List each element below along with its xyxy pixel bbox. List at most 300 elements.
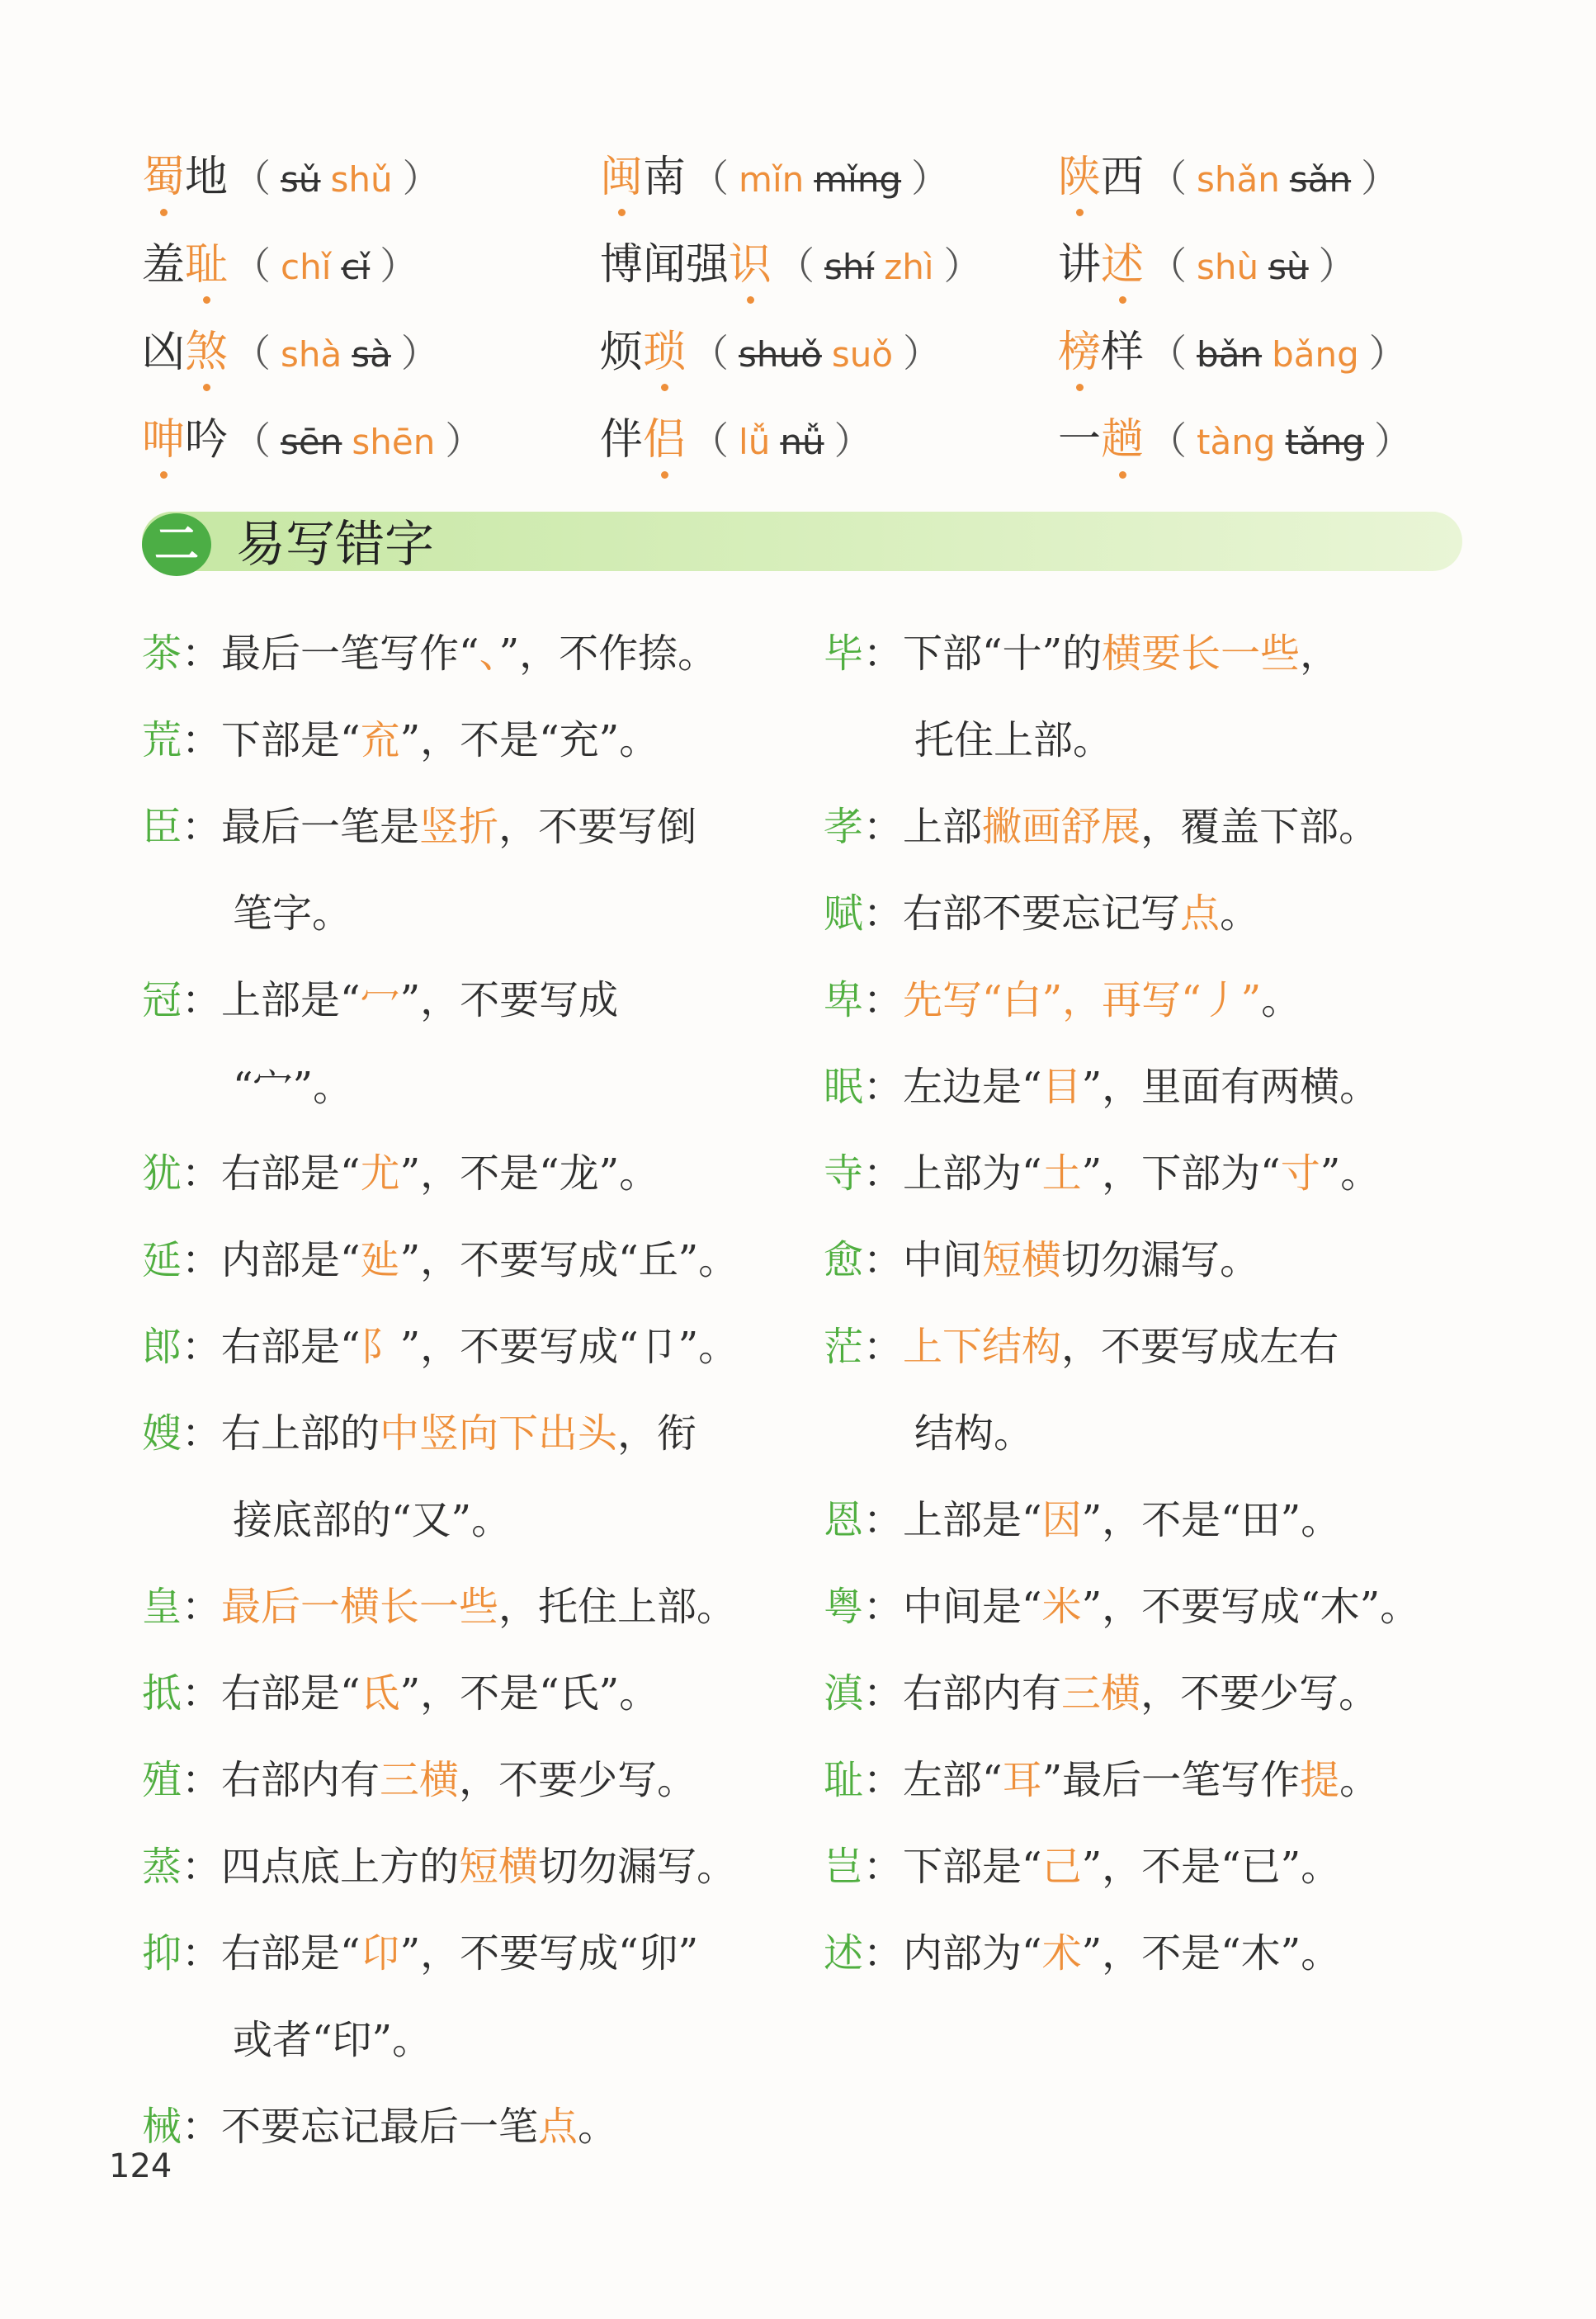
- entry-text: 上部为“: [903, 1150, 1042, 1197]
- pinyin-item: [142, 411, 488, 471]
- entry-head-char: 滇: [824, 1670, 864, 1717]
- entry-text: ”，不要写成“卯”: [399, 1930, 699, 1977]
- entry-line: [142, 1651, 794, 1737]
- entry-colon: ：: [182, 1150, 222, 1197]
- entry-text: 上部是“: [903, 1497, 1042, 1543]
- close-paren: ）: [903, 331, 942, 375]
- marked-char: 蜀: [142, 149, 185, 206]
- entry-colon: ：: [863, 1324, 904, 1370]
- entry-text: 阝: [360, 1324, 400, 1370]
- entry-line: [824, 1131, 1484, 1217]
- open-paren: （: [233, 331, 272, 375]
- correct-pinyin: lǚ: [739, 422, 771, 462]
- char-entry: [824, 1131, 1484, 1217]
- entry-colon: ：: [182, 717, 222, 763]
- entry-text: 中间是“: [903, 1584, 1042, 1630]
- char-entry: [824, 611, 1484, 784]
- entry-head-char: 愈: [824, 1237, 864, 1283]
- entry-head-char: 恩: [824, 1497, 864, 1543]
- entry-head-char: 岂: [824, 1844, 864, 1890]
- entry-colon: ：: [863, 1497, 904, 1543]
- entry-line: [142, 1737, 794, 1824]
- wrong-pinyin: mǐng: [814, 159, 902, 200]
- entry-text: 中间: [903, 1237, 983, 1283]
- word-char: 凶: [142, 328, 186, 377]
- entry-text: 右上部的: [221, 1410, 380, 1457]
- pinyin-correction-grid: [142, 149, 1479, 498]
- entry-text: ”，不是“田”。: [1081, 1497, 1341, 1543]
- entry-text: 下部是“: [903, 1844, 1042, 1890]
- open-paren: （: [1149, 418, 1188, 463]
- entry-colon: ：: [863, 1670, 904, 1717]
- correct-pinyin: shà: [281, 334, 342, 375]
- marked-char: 侣: [643, 411, 686, 469]
- entry-text: 下部“十”的: [903, 631, 1103, 677]
- entry-colon: ：: [182, 1670, 222, 1717]
- open-paren: （: [1149, 243, 1188, 288]
- entry-text: 㢟: [360, 1237, 400, 1283]
- word-char: 伴: [600, 415, 644, 465]
- entry-head-char: 茶: [142, 631, 182, 677]
- entry-head-char: 述: [824, 1930, 864, 1977]
- entry-line: [824, 1044, 1484, 1131]
- pinyin-item: [600, 236, 987, 296]
- entry-colon: ：: [182, 2104, 222, 2150]
- char-entry: [142, 1737, 794, 1824]
- pinyin-row: [142, 236, 1479, 324]
- entry-colon: ：: [863, 1237, 904, 1283]
- entry-text: 托住上部。: [914, 717, 1113, 763]
- entry-colon: ：: [182, 977, 222, 1023]
- entry-line: [142, 957, 794, 1044]
- entry-text: 米: [1041, 1584, 1082, 1630]
- entry-text: 上下结构: [903, 1324, 1062, 1370]
- entry-head-char: 殖: [142, 1757, 182, 1803]
- close-paren: ）: [1368, 331, 1407, 375]
- entry-text: ”，不作捺。: [498, 631, 718, 677]
- close-paren: ）: [1374, 418, 1412, 463]
- entry-colon: ：: [182, 1844, 222, 1890]
- marked-char: 耻: [185, 236, 228, 294]
- entry-text: ”，不是“充”。: [399, 717, 659, 763]
- entry-colon: ：: [863, 1064, 904, 1110]
- wrong-pinyin: nǚ: [780, 422, 824, 462]
- open-paren: （: [1149, 331, 1188, 375]
- pinyin-item: [1058, 149, 1404, 209]
- entry-head-char: 械: [142, 2104, 182, 2150]
- wrong-pinyin: shuǒ: [739, 334, 822, 375]
- word-char: 吟: [185, 415, 229, 465]
- entry-colon: ：: [863, 890, 904, 937]
- entry-text: ，衔: [617, 1410, 697, 1457]
- entry-head-char: 犹: [142, 1150, 182, 1197]
- entry-text: 短横: [982, 1237, 1062, 1283]
- entry-text: 最后一笔写作“: [221, 631, 479, 677]
- entry-text: 中竖向下出头: [380, 1410, 618, 1457]
- pinyin-item: [142, 324, 444, 384]
- entry-head-char: 寺: [824, 1150, 864, 1197]
- entry-text: 最后一横长一些: [221, 1584, 499, 1630]
- entry-colon: ：: [863, 1757, 904, 1803]
- entry-line: [142, 2084, 794, 2170]
- correct-pinyin: shǔ: [330, 159, 393, 200]
- entry-text: ，不要写倒: [498, 804, 697, 850]
- entry-colon: ：: [863, 804, 904, 850]
- entry-line: [824, 1564, 1484, 1651]
- pinyin-item: [600, 411, 877, 471]
- entry-text: 先写“白”，再写“丿”: [903, 977, 1262, 1023]
- entry-text: 。: [578, 2104, 618, 2150]
- wrong-pinyin: shí: [824, 247, 875, 287]
- entry-text: ”。: [1320, 1150, 1381, 1197]
- entry-head-char: 延: [142, 1237, 182, 1283]
- entry-text: 术: [1041, 1930, 1082, 1977]
- word-char: 羞: [142, 240, 186, 290]
- entry-line: [824, 697, 1484, 784]
- entry-text: 不要忘记最后一笔: [221, 2104, 539, 2150]
- entry-text: 切勿漏写。: [538, 1844, 737, 1890]
- char-entry: [142, 1391, 794, 1564]
- entry-text: 冖: [360, 977, 400, 1023]
- word-char: 烦: [600, 328, 644, 377]
- entry-line: [142, 1824, 794, 1910]
- entry-text: 四点底上方的: [221, 1844, 460, 1890]
- entry-text: 、: [479, 631, 499, 677]
- marked-char: 识: [729, 236, 772, 294]
- wrong-pinyin: tǎng: [1285, 422, 1364, 462]
- entry-text: ”，不是“木”。: [1081, 1930, 1341, 1977]
- entry-line: [824, 1304, 1484, 1391]
- correct-pinyin: bǎng: [1272, 334, 1359, 375]
- entry-text: 。: [1220, 890, 1260, 937]
- entry-text: 右部内有: [221, 1757, 380, 1803]
- pinyin-item: [600, 324, 946, 384]
- word-char: 样: [1101, 328, 1145, 377]
- entry-text: ”，不是“已”。: [1081, 1844, 1341, 1890]
- entry-colon: ：: [863, 1844, 904, 1890]
- pinyin-item: [1058, 236, 1362, 296]
- entry-text: ，不要少写。: [1140, 1670, 1379, 1717]
- entry-head-char: 赋: [824, 890, 864, 937]
- char-entry: [824, 1910, 1484, 1997]
- entry-line: [142, 1477, 794, 1564]
- entry-text: 撇画舒展: [982, 804, 1141, 850]
- entry-line: [824, 1737, 1484, 1824]
- close-paren: ）: [911, 156, 950, 201]
- entry-text: 下部是“: [221, 717, 361, 763]
- entry-line: [142, 1997, 794, 2084]
- entry-line: [824, 611, 1484, 697]
- entry-line: [824, 1651, 1484, 1737]
- close-paren: ）: [445, 418, 484, 463]
- entry-text: 内部为“: [903, 1930, 1042, 1977]
- char-entry: [142, 1651, 794, 1737]
- section-number-badge: 二: [142, 513, 211, 576]
- correct-pinyin: shù: [1197, 247, 1259, 287]
- entry-line: [142, 871, 794, 957]
- marked-char: 琐: [643, 324, 686, 381]
- entry-text: 内部是“: [221, 1237, 361, 1283]
- entry-line: [142, 1304, 794, 1391]
- entry-line: [824, 1477, 1484, 1564]
- wrong-pinyin: sēn: [281, 422, 342, 462]
- char-entry: [142, 1217, 794, 1304]
- entry-colon: ：: [182, 1237, 222, 1283]
- pinyin-row: [142, 411, 1479, 498]
- entry-text: 氐: [360, 1670, 400, 1717]
- char-entry: [824, 871, 1484, 957]
- entry-text: 接底部的“又”。: [233, 1497, 512, 1543]
- entry-text: 横要长一些: [1102, 631, 1301, 677]
- marked-char: 闽: [600, 149, 643, 206]
- entry-colon: ：: [182, 804, 222, 850]
- char-entry: [142, 2084, 794, 2170]
- entry-text: 笔字。: [233, 890, 352, 937]
- char-entry: [824, 1044, 1484, 1131]
- entry-text: 㐬: [360, 717, 400, 763]
- entry-head-char: 孝: [824, 804, 864, 850]
- marked-char: 陕: [1058, 149, 1101, 206]
- correct-pinyin: zhì: [884, 247, 934, 287]
- close-paren: ）: [1361, 156, 1400, 201]
- open-paren: （: [233, 156, 272, 201]
- entry-text: 结构。: [914, 1410, 1034, 1457]
- pinyin-item: [142, 149, 446, 209]
- wrong-pinyin: sǔ: [281, 159, 321, 200]
- entry-text: ，: [1300, 631, 1340, 677]
- entry-text: ，托住上部。: [498, 1584, 737, 1630]
- entry-line: [824, 1391, 1484, 1477]
- entry-text: 耳: [1002, 1757, 1042, 1803]
- page-number: 124: [109, 2147, 172, 2185]
- word-char: 博闻强: [600, 240, 730, 290]
- entry-head-char: 皇: [142, 1584, 182, 1630]
- word-char: 地: [185, 153, 229, 202]
- wrong-pinyin: bǎn: [1197, 334, 1263, 375]
- entry-line: [142, 1910, 794, 1997]
- word-char: 南: [643, 153, 687, 202]
- char-entry: [142, 611, 794, 697]
- open-paren: （: [691, 418, 730, 463]
- entry-text: 三横: [1061, 1670, 1141, 1717]
- entry-head-char: 耻: [824, 1757, 864, 1803]
- pinyin-item: [1058, 324, 1412, 384]
- char-entry: [824, 1737, 1484, 1824]
- entry-text: 短横: [459, 1844, 539, 1890]
- char-entry: [142, 1910, 794, 2084]
- marked-char: 呻: [142, 411, 185, 469]
- entry-colon: ：: [182, 1410, 222, 1457]
- entry-text: 提: [1300, 1757, 1340, 1803]
- entry-text: ”，不要写成“卩”。: [399, 1324, 739, 1370]
- left-entry-column: [142, 611, 794, 2170]
- wrong-pinyin: sù: [1268, 247, 1309, 287]
- open-paren: （: [233, 418, 272, 463]
- char-entry: [824, 1564, 1484, 1651]
- pinyin-item: [1058, 411, 1417, 471]
- char-entry: [824, 957, 1484, 1044]
- char-entry: [824, 1477, 1484, 1564]
- entry-head-char: 卑: [824, 977, 864, 1023]
- correct-pinyin: mǐn: [739, 159, 805, 200]
- entry-text: 尤: [360, 1150, 400, 1197]
- entry-head-char: 茫: [824, 1324, 864, 1370]
- entry-text: 因: [1041, 1497, 1082, 1543]
- marked-char: 煞: [185, 324, 228, 381]
- correct-pinyin: shēn: [352, 422, 436, 462]
- entry-colon: ：: [863, 1930, 904, 1977]
- char-entry: [142, 957, 794, 1131]
- word-char: 西: [1101, 153, 1145, 202]
- entry-line: [824, 957, 1484, 1044]
- word-char: 讲: [1058, 240, 1102, 290]
- entry-line: [142, 1564, 794, 1651]
- pinyin-row: [142, 324, 1479, 411]
- entry-text: ”最后一笔写作: [1041, 1757, 1301, 1803]
- entry-text: 或者“印”。: [233, 2017, 432, 2063]
- entry-text: ”，里面有两横。: [1081, 1064, 1380, 1110]
- char-entry: [142, 1824, 794, 1910]
- char-entry: [824, 784, 1484, 871]
- entry-line: [824, 1824, 1484, 1910]
- wrong-pinyin: sà: [352, 334, 391, 375]
- entry-colon: ：: [182, 631, 222, 677]
- entry-line: [824, 871, 1484, 957]
- close-paren: ）: [380, 243, 418, 288]
- entry-text: ”，不是“氏”。: [399, 1670, 659, 1717]
- entry-colon: ：: [863, 631, 904, 677]
- entry-text: 右部是“: [221, 1324, 361, 1370]
- marked-char: 榜: [1058, 324, 1101, 381]
- char-entry: [142, 784, 794, 957]
- entry-head-char: 粤: [824, 1584, 864, 1630]
- entry-colon: ：: [182, 1757, 222, 1803]
- open-paren: （: [1149, 156, 1188, 201]
- open-paren: （: [691, 331, 730, 375]
- entry-line: [142, 1044, 794, 1131]
- entry-text: 右部是“: [221, 1930, 361, 1977]
- entry-colon: ：: [863, 1150, 904, 1197]
- entry-text: ”，不是“龙”。: [399, 1150, 659, 1197]
- entry-head-char: 眠: [824, 1064, 864, 1110]
- entry-head-char: 嫂: [142, 1410, 182, 1457]
- entry-text: ”，不要写成“木”。: [1081, 1584, 1420, 1630]
- correct-pinyin: chǐ: [281, 247, 332, 287]
- entry-text: 寸: [1280, 1150, 1320, 1197]
- right-entry-column: [824, 611, 1484, 1997]
- entry-text: 上部: [903, 804, 983, 850]
- entry-text: 。: [1261, 977, 1301, 1023]
- char-entry: [142, 697, 794, 784]
- entry-colon: ：: [182, 1324, 222, 1370]
- pinyin-item: [600, 149, 954, 209]
- entry-head-char: 冠: [142, 977, 182, 1023]
- char-entry: [824, 1304, 1484, 1477]
- char-entry: [142, 1131, 794, 1217]
- entry-text: ”，下部为“: [1081, 1150, 1281, 1197]
- entry-text: 目: [1041, 1064, 1082, 1110]
- entry-head-char: 蒸: [142, 1844, 182, 1890]
- open-paren: （: [777, 243, 815, 288]
- char-entry: [824, 1217, 1484, 1304]
- entry-line: [142, 1391, 794, 1477]
- correct-pinyin: tàng: [1197, 422, 1276, 462]
- entry-text: 切勿漏写。: [1061, 1237, 1260, 1283]
- entry-head-char: 郎: [142, 1324, 182, 1370]
- entry-line: [142, 1131, 794, 1217]
- entry-text: 右部是“: [221, 1670, 361, 1717]
- close-paren: ）: [1318, 243, 1357, 288]
- char-entry: [824, 1651, 1484, 1737]
- entry-text: ，不要写成左右: [1061, 1324, 1339, 1370]
- close-paren: ）: [943, 243, 982, 288]
- entry-line: [142, 1217, 794, 1304]
- open-paren: （: [233, 243, 272, 288]
- marked-char: 趟: [1101, 411, 1144, 469]
- entry-head-char: 抵: [142, 1670, 182, 1717]
- section-title: 易写错字: [236, 516, 434, 574]
- entry-text: 上部是“: [221, 977, 361, 1023]
- entry-text: ，覆盖下部。: [1140, 804, 1379, 850]
- entry-colon: ：: [182, 1930, 222, 1977]
- entry-text: 左部“: [903, 1757, 1003, 1803]
- wrong-pinyin: sǎn: [1289, 159, 1352, 200]
- entry-text: ，不要少写。: [459, 1757, 697, 1803]
- entry-head-char: 臣: [142, 804, 182, 850]
- entry-text: 己: [1041, 1844, 1082, 1890]
- close-paren: ）: [833, 418, 872, 463]
- pinyin-item: [142, 236, 423, 296]
- entry-text: 竖折: [419, 804, 499, 850]
- entry-colon: ：: [863, 1584, 904, 1630]
- entry-text: 右部是“: [221, 1150, 361, 1197]
- entry-line: [824, 784, 1484, 871]
- word-char: 一: [1058, 415, 1102, 465]
- entry-line: [824, 1910, 1484, 1997]
- entry-head-char: 毕: [824, 631, 864, 677]
- entry-text: 。: [1339, 1757, 1380, 1803]
- entry-colon: ：: [182, 1584, 222, 1630]
- entry-line: [824, 1217, 1484, 1304]
- entry-text: 右部不要忘记写: [903, 890, 1181, 937]
- close-paren: ）: [400, 331, 439, 375]
- entry-line: [142, 697, 794, 784]
- entry-text: 最后一笔是: [221, 804, 420, 850]
- pinyin-row: [142, 149, 1479, 236]
- char-entry: [142, 1564, 794, 1651]
- entry-text: 左边是“: [903, 1064, 1042, 1110]
- correct-pinyin: suǒ: [831, 334, 894, 375]
- entry-text: 点: [1180, 890, 1221, 937]
- entry-text: 三横: [380, 1757, 460, 1803]
- entry-text: 土: [1041, 1150, 1082, 1197]
- entry-text: “宀”。: [233, 1064, 353, 1110]
- char-entry: [142, 1304, 794, 1391]
- entry-line: [142, 784, 794, 871]
- correct-pinyin: shǎn: [1197, 159, 1280, 200]
- char-entry: [824, 1824, 1484, 1910]
- entry-text: ”，不要写成“丘”。: [399, 1237, 739, 1283]
- close-paren: ）: [402, 156, 441, 201]
- wrong-pinyin: cǐ: [341, 247, 371, 287]
- entry-head-char: 抑: [142, 1930, 182, 1977]
- entry-colon: ：: [863, 977, 904, 1023]
- open-paren: （: [691, 156, 730, 201]
- entry-text: 右部内有: [903, 1670, 1062, 1717]
- entry-text: ”，不要写成: [399, 977, 619, 1023]
- entry-text: 卬: [360, 1930, 400, 1977]
- entry-text: 点: [538, 2104, 578, 2150]
